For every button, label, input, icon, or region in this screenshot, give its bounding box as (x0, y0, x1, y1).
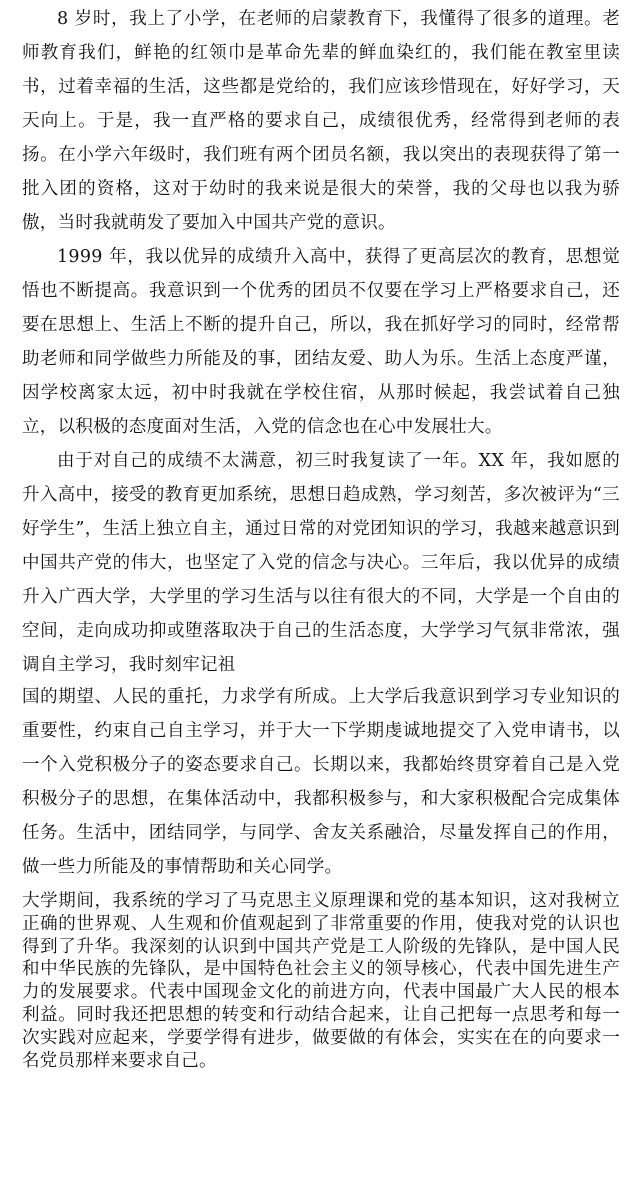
paragraph-university-continued: 国的期望、人民的重托，力求学有所成。上大学后我意识到学习专业知识的重要性，约束自己自主学习，并于大一下学期虔诚地提交了入党申请书，以一个入党积极分子的姿态要求自己。长期以来，我都始终贯穿着自己是入党积极分子的思想，在集体活动中，我都积极参与，和大家积极配合完成集体任务。生活中，团结同学，与同学、舍友关系融洽，尽量发挥自己的作用，做一些力所能及的事情帮助和关心同学。 (22, 687, 620, 877)
text-block-upper (22, 2, 620, 682)
paragraph-university-study: 大学期间，我系统的学习了马克思主义原理课和党的基本知识，这对我树立正确的世界观、人生观和价值观起到了非常重要的作用，使我对党的认识也得到了升华。我深刻的认识到中国共产党是工人阶级的先锋队，是中国人民和中华民族的先锋队，是中国特色社会主义的领导核心，代表中国先进生产力的发展要求。代表中国现金文化的前进方向，代表中国最广大人民的根本利益。同时我还把思想的转变和行动结合起来，让自己把每一点思考和每一次实践对应起来，学要学得有进步，做要做的有体会，实实在在的向要求一名党员那样来要求自己。 (22, 891, 620, 1071)
paragraph-university-start: 由于对自己的成绩不太满意，初三时我复读了一年。XX 年，我如愿的升入高中，接受的教育更加系统，思想日趋成熟，学习刻苦，多次被评为“三好学生”，生活上独立自主，通过日常的对党团知识的学习，我越来越意识到中国共产党的伟大，也坚定了入党的信念与决心。三年后，我以优异的成绩升入广西大学，大学里的学习生活与以往有很大的不同，大学是一个自由的空间，走向成功抑或堕落取决于自己的生活态度，大学学习气氛非常浓，强调自主学习，我时刻牢记祖 (22, 451, 620, 675)
paragraph-primary-school: 8 岁时，我上了小学，在老师的启蒙教育下，我懂得了很多的道理。老师教育我们，鲜艳的红领巾是革命先辈的鲜血染红的，我们能在教室里读书，过着幸福的生活，这些都是党给的，我们应该珍惜现在，好好学习，天天向上。于是，我一直严格的要求自己，成绩很优秀，经常得到老师的表扬。在小学六年级时，我们班有两个团员名额，我以突出的表现获得了第一批入团的资格，这对于幼时的我来说是很大的荣誉，我的父母也以我为骄傲，当时我就萌发了要加入中国共产党的意识。 (22, 9, 620, 233)
paragraph-high-school: 1999 年，我以优异的成绩升入高中，获得了更高层次的教育，思想觉悟也不断提高。我意识到一个优秀的团员不仅要在学习上严格要求自己，还要在思想上、生活上不断的提升自己，所以，我在抓好学习的同时，经常帮助老师和同学做些力所能及的事，团结友爱、助人为乐。生活上态度严谨，因学校离家太远，初中时我就在学校住宿，从那时候起，我尝试着自己独立，以积极的态度面对生活，入党的信念也在心中发展壮大。 (22, 247, 620, 437)
text-block-lower (22, 680, 620, 1072)
